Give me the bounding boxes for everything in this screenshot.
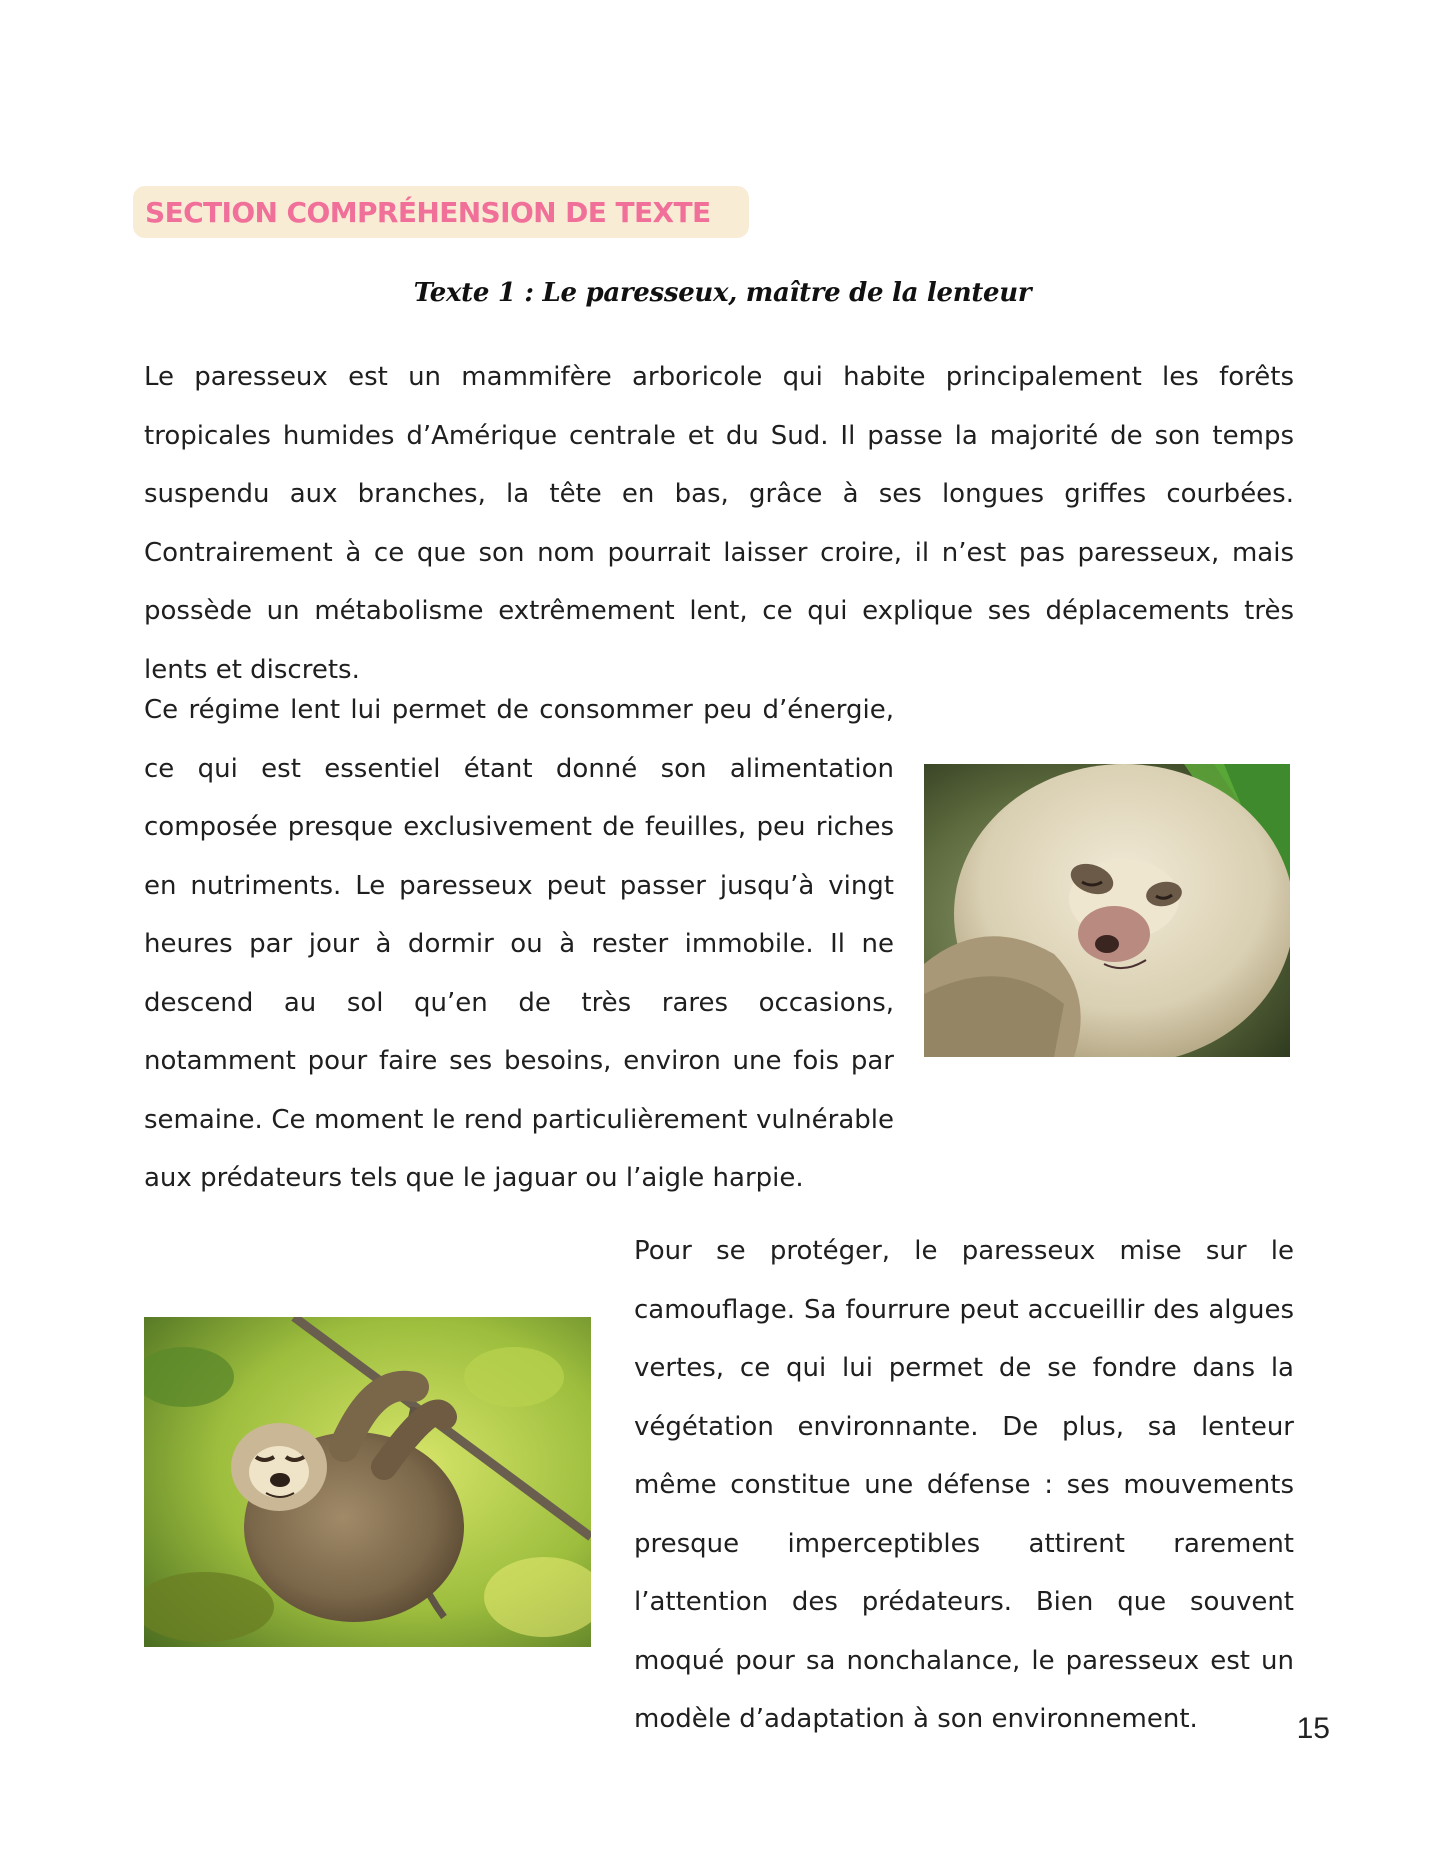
hanging-sloth-photo — [144, 1317, 591, 1647]
paragraph-1: Le paresseux est un mammifère arboricole qui habite principalement les forêts tropicales humides d’Amérique centrale et du Sud. Il passe la majorité de son temps suspendu aux branches, la tête en bas, grâce à ses longues griffes courbées. Contrairement à ce que son nom pourrait laisser croire, il n’est pas paresseux, mais possède un métabolisme extrêmement lent, ce qui explique ses déplacements très lents et discrets. — [144, 362, 1294, 685]
paragraph-3: Pour se protéger, le paresseux mise sur le camouflage. Sa fourrure peut accueillir des algues vertes, ce qui lui permet de se fondre dans la végétation environnante. De plus, sa lenteur même constitue une défense : ses mouvements presque imperceptibles attirent rarement l’attention des prédateurs. Bien que souvent moqué pour sa nonchalance, le paresseux est un modèle d’adaptation à son environnement. — [634, 1236, 1294, 1734]
text-title: Texte 1 : Le paresseux, maître de la lenteur — [413, 278, 1032, 308]
section-label: SECTION COMPRÉHENSION DE TEXTE — [145, 195, 711, 229]
sleeping-sloth-photo — [924, 764, 1290, 1057]
section-badge — [133, 186, 749, 238]
paragraph-2: Ce régime lent lui permet de consommer peu d’énergie, ce qui est essentiel étant donné son alimentation composée presque exclusivement de feuilles, peu riches en nutriments. Le paresseux peut passer jusqu’à vingt heures par jour à dormir ou à rester immobile. Il ne descend au sol qu’en de très rares occasions, notamment pour faire ses besoins, environ une fois par semaine. Ce moment le rend particulièrement vulnérable aux prédateurs tels que le jaguar ou l’aigle harpie. — [144, 695, 894, 1193]
page-number: 15 — [1296, 1712, 1330, 1745]
